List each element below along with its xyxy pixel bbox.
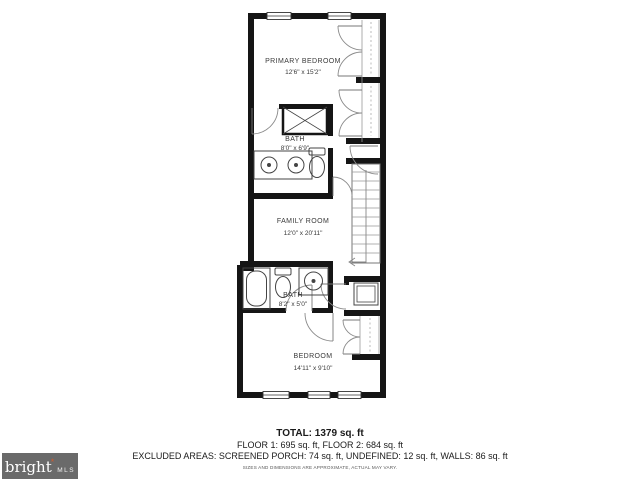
room-label-primary-bedroom: PRIMARY BEDROOM	[265, 58, 341, 65]
brightmls-logo	[2, 453, 78, 479]
logo-brand-text: bright	[4, 458, 52, 476]
area-summary	[0, 428, 640, 470]
toilet-upper	[309, 148, 325, 178]
excluded-areas-text: EXCLUDED AREAS: SCREENED PORCH: 74 sq. ft, UNDEFINED: 12 sq. ft, WALLS: 86 sq. ft	[132, 450, 508, 461]
room-label-bath-lower: BATH	[283, 292, 303, 299]
double-vanity-sinks	[254, 151, 312, 179]
window	[308, 392, 330, 399]
room-label-bedroom: BEDROOM	[293, 353, 333, 360]
stairs	[349, 164, 380, 266]
floor-areas-text: FLOOR 1: 695 sq. ft, FLOOR 2: 684 sq. ft	[236, 439, 404, 450]
window	[328, 13, 351, 20]
logo-star-icon: *	[50, 457, 55, 467]
window	[338, 392, 361, 399]
room-dims-bath-lower: 8'2" x 5'0"	[278, 301, 308, 308]
logo-suffix-text: MLS	[57, 466, 76, 474]
room-dims-family-room: 12'0" x 20'11"	[283, 230, 323, 237]
room-dims-bath-upper: 8'0" x 6'9"	[280, 145, 310, 152]
room-dims-primary-bedroom: 12'6" x 15'2"	[285, 69, 321, 76]
vanity-sink-lower	[299, 268, 328, 295]
bathtub	[243, 268, 270, 309]
closet-shelving	[360, 20, 379, 354]
total-area-text: TOTAL: 1379 sq. ft	[276, 428, 364, 439]
window	[267, 13, 291, 20]
disclaimer-text: SIZES AND DIMENSIONS ARE APPROXIMATE, ACTUAL MAY VARY.	[242, 464, 398, 470]
washer-dryer	[354, 283, 378, 305]
room-dims-bedroom: 14'11" x 9'10"	[293, 365, 333, 372]
room-label-bath-upper: BATH	[285, 136, 305, 143]
room-label-family-room: FAMILY ROOM	[276, 218, 330, 225]
shower	[283, 107, 327, 134]
window	[263, 392, 289, 399]
